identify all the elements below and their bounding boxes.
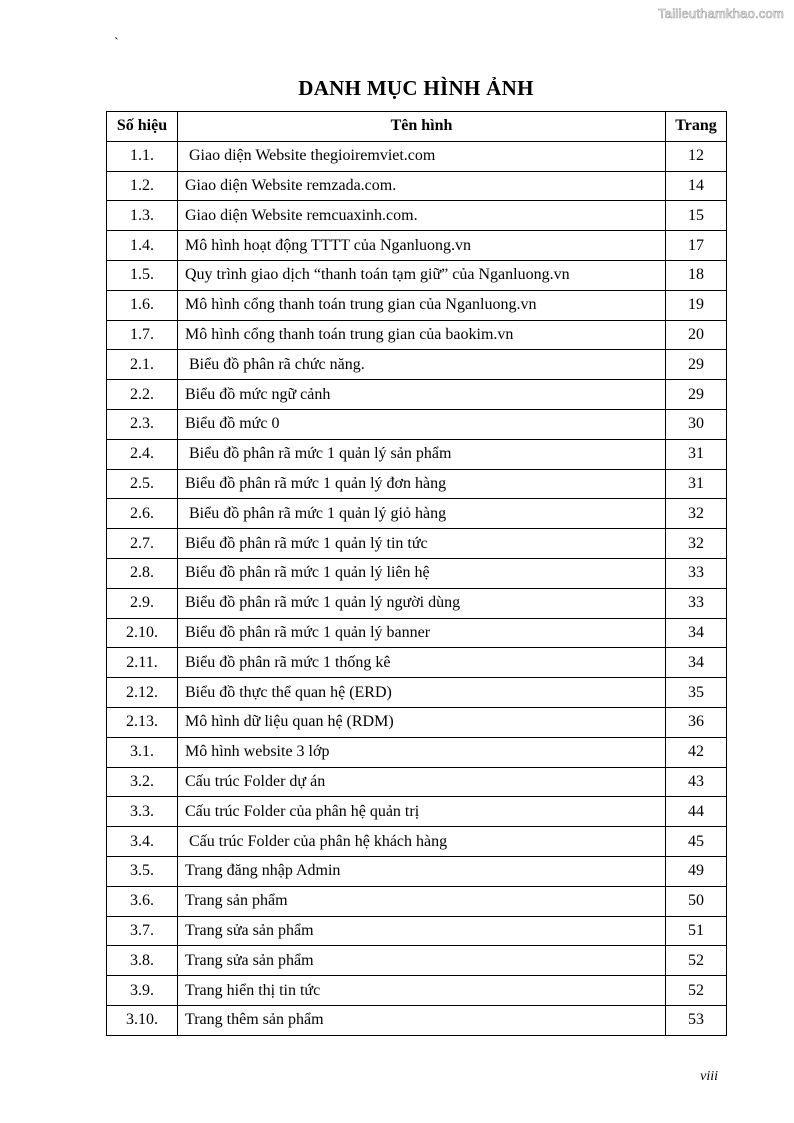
header-name: Tên hình (178, 112, 666, 142)
figure-page-cell: 18 (666, 260, 727, 290)
figure-number-cell: 2.7. (107, 529, 178, 559)
table-row (107, 469, 727, 499)
table-row (107, 171, 727, 201)
figure-number-cell: 2.3. (107, 409, 178, 439)
table-row (107, 439, 727, 469)
table-row (107, 886, 727, 916)
figure-page-cell: 31 (666, 469, 727, 499)
figure-number-cell: 1.7. (107, 320, 178, 350)
figure-name-cell: Trang thêm sản phẩm (178, 1005, 666, 1035)
figure-name-cell: Biểu đồ phân rã mức 1 quản lý người dùng (178, 588, 666, 618)
figure-page-cell: 42 (666, 737, 727, 767)
figure-page-cell: 51 (666, 916, 727, 946)
figure-name-cell: Biểu đồ phân rã mức 1 quản lý sản phẩm (178, 439, 666, 469)
table-row (107, 856, 727, 886)
page-number: viii (700, 1069, 718, 1084)
figure-page-cell: 31 (666, 439, 727, 469)
figure-page-cell: 29 (666, 350, 727, 380)
table-row (107, 916, 727, 946)
figure-number-cell: 2.2. (107, 380, 178, 410)
figure-number-cell: 2.5. (107, 469, 178, 499)
figure-list-table (106, 111, 727, 1036)
figure-page-cell: 43 (666, 767, 727, 797)
figure-number-cell: 3.10. (107, 1005, 178, 1035)
figure-page-cell: 45 (666, 827, 727, 857)
figure-page-cell: 53 (666, 1005, 727, 1035)
figure-number-cell: 2.1. (107, 350, 178, 380)
figure-name-cell: Giao diện Website thegioiremviet.com (178, 141, 666, 171)
figure-page-cell: 19 (666, 290, 727, 320)
table-row (107, 320, 727, 350)
figure-name-cell: Trang sửa sản phẩm (178, 916, 666, 946)
table-row (107, 350, 727, 380)
table-row (107, 797, 727, 827)
figure-name-cell: Biểu đồ phân rã mức 1 quản lý banner (178, 618, 666, 648)
figure-name-cell: Mô hình website 3 lớp (178, 737, 666, 767)
figure-number-cell: 1.4. (107, 231, 178, 261)
figure-name-cell: Biểu đồ thực thể quan hệ (ERD) (178, 678, 666, 708)
figure-number-cell: 2.10. (107, 618, 178, 648)
figure-number-cell: 3.1. (107, 737, 178, 767)
figure-number-cell: 3.8. (107, 946, 178, 976)
figure-page-cell: 17 (666, 231, 727, 261)
figure-name-cell: Biểu đồ phân rã mức 1 quản lý giỏ hàng (178, 499, 666, 529)
figure-page-cell: 12 (666, 141, 727, 171)
figure-number-cell: 2.9. (107, 588, 178, 618)
figure-page-cell: 50 (666, 886, 727, 916)
figure-name-cell: Biểu đồ phân rã mức 1 quản lý đơn hàng (178, 469, 666, 499)
figure-page-cell: 15 (666, 201, 727, 231)
page-title: DANH MỤC HÌNH ẢNH (298, 76, 534, 100)
figure-page-cell: 36 (666, 707, 727, 737)
figure-number-cell: 3.9. (107, 976, 178, 1006)
stray-mark: ` (114, 36, 119, 51)
figure-name-cell: Biểu đồ mức 0 (178, 409, 666, 439)
figure-page-cell: 32 (666, 529, 727, 559)
figure-page-cell: 32 (666, 499, 727, 529)
figure-number-cell: 3.7. (107, 916, 178, 946)
figure-name-cell: Giao diện Website remcuaxinh.com. (178, 201, 666, 231)
figure-page-cell: 34 (666, 618, 727, 648)
figure-name-cell: Cấu trúc Folder của phân hệ khách hàng (178, 827, 666, 857)
watermark-text: Tailieuthamkhao.com (658, 6, 784, 21)
table-row (107, 1005, 727, 1035)
figure-number-cell: 3.5. (107, 856, 178, 886)
figure-number-cell: 1.2. (107, 171, 178, 201)
figure-name-cell: Cấu trúc Folder của phân hệ quản trị (178, 797, 666, 827)
table-row (107, 767, 727, 797)
table-header-row (107, 112, 727, 142)
header-number: Số hiệu (107, 112, 178, 142)
header-page: Trang (666, 112, 727, 142)
figure-name-cell: Mô hình cổng thanh toán trung gian của baokim.vn (178, 320, 666, 350)
figure-name-cell: Trang sản phẩm (178, 886, 666, 916)
table-row (107, 678, 727, 708)
figure-number-cell: 2.11. (107, 648, 178, 678)
figure-number-cell: 2.12. (107, 678, 178, 708)
figure-name-cell: Trang sửa sản phẩm (178, 946, 666, 976)
figure-number-cell: 2.8. (107, 558, 178, 588)
figure-page-cell: 33 (666, 588, 727, 618)
figure-name-cell: Mô hình dữ liệu quan hệ (RDM) (178, 707, 666, 737)
table-row (107, 827, 727, 857)
table-row (107, 737, 727, 767)
figure-number-cell: 2.4. (107, 439, 178, 469)
figure-name-cell: Mô hình hoạt động TTTT của Nganluong.vn (178, 231, 666, 261)
figure-page-cell: 34 (666, 648, 727, 678)
figure-name-cell: Giao diện Website remzada.com. (178, 171, 666, 201)
table-row (107, 648, 727, 678)
table-row (107, 231, 727, 261)
figure-page-cell: 20 (666, 320, 727, 350)
figure-name-cell: Quy trình giao dịch “thanh toán tạm giữ” của Nganluong.vn (178, 260, 666, 290)
figure-page-cell: 35 (666, 678, 727, 708)
table-row (107, 946, 727, 976)
figure-page-cell: 44 (666, 797, 727, 827)
figure-page-cell: 33 (666, 558, 727, 588)
figure-name-cell: Trang đăng nhập Admin (178, 856, 666, 886)
figure-number-cell: 2.13. (107, 707, 178, 737)
figure-name-cell: Biểu đồ phân rã chức năng. (178, 350, 666, 380)
figure-number-cell: 1.5. (107, 260, 178, 290)
figure-name-cell: Biểu đồ phân rã mức 1 quản lý liên hệ (178, 558, 666, 588)
table-body (107, 141, 727, 1035)
table-row (107, 707, 727, 737)
figure-page-cell: 30 (666, 409, 727, 439)
figure-name-cell: Trang hiển thị tin tức (178, 976, 666, 1006)
figure-name-cell: Cấu trúc Folder dự án (178, 767, 666, 797)
figure-number-cell: 1.3. (107, 201, 178, 231)
figure-page-cell: 49 (666, 856, 727, 886)
figure-number-cell: 1.6. (107, 290, 178, 320)
table-row (107, 499, 727, 529)
figure-page-cell: 52 (666, 946, 727, 976)
figure-number-cell: 3.6. (107, 886, 178, 916)
figure-name-cell: Biểu đồ phân rã mức 1 thống kê (178, 648, 666, 678)
table-row (107, 260, 727, 290)
figure-page-cell: 14 (666, 171, 727, 201)
figure-name-cell: Mô hình cổng thanh toán trung gian của Nganluong.vn (178, 290, 666, 320)
table-row (107, 290, 727, 320)
figure-number-cell: 3.3. (107, 797, 178, 827)
table-row (107, 618, 727, 648)
table-row (107, 380, 727, 410)
figure-number-cell: 3.4. (107, 827, 178, 857)
table-row (107, 201, 727, 231)
table-row (107, 558, 727, 588)
table-row (107, 409, 727, 439)
table-row (107, 529, 727, 559)
figure-number-cell: 2.6. (107, 499, 178, 529)
table-row (107, 976, 727, 1006)
figure-page-cell: 29 (666, 380, 727, 410)
table-row (107, 588, 727, 618)
figure-name-cell: Biểu đồ mức ngữ cảnh (178, 380, 666, 410)
table-row (107, 141, 727, 171)
figure-name-cell: Biểu đồ phân rã mức 1 quản lý tin tức (178, 529, 666, 559)
figure-number-cell: 3.2. (107, 767, 178, 797)
figure-number-cell: 1.1. (107, 141, 178, 171)
figure-page-cell: 52 (666, 976, 727, 1006)
